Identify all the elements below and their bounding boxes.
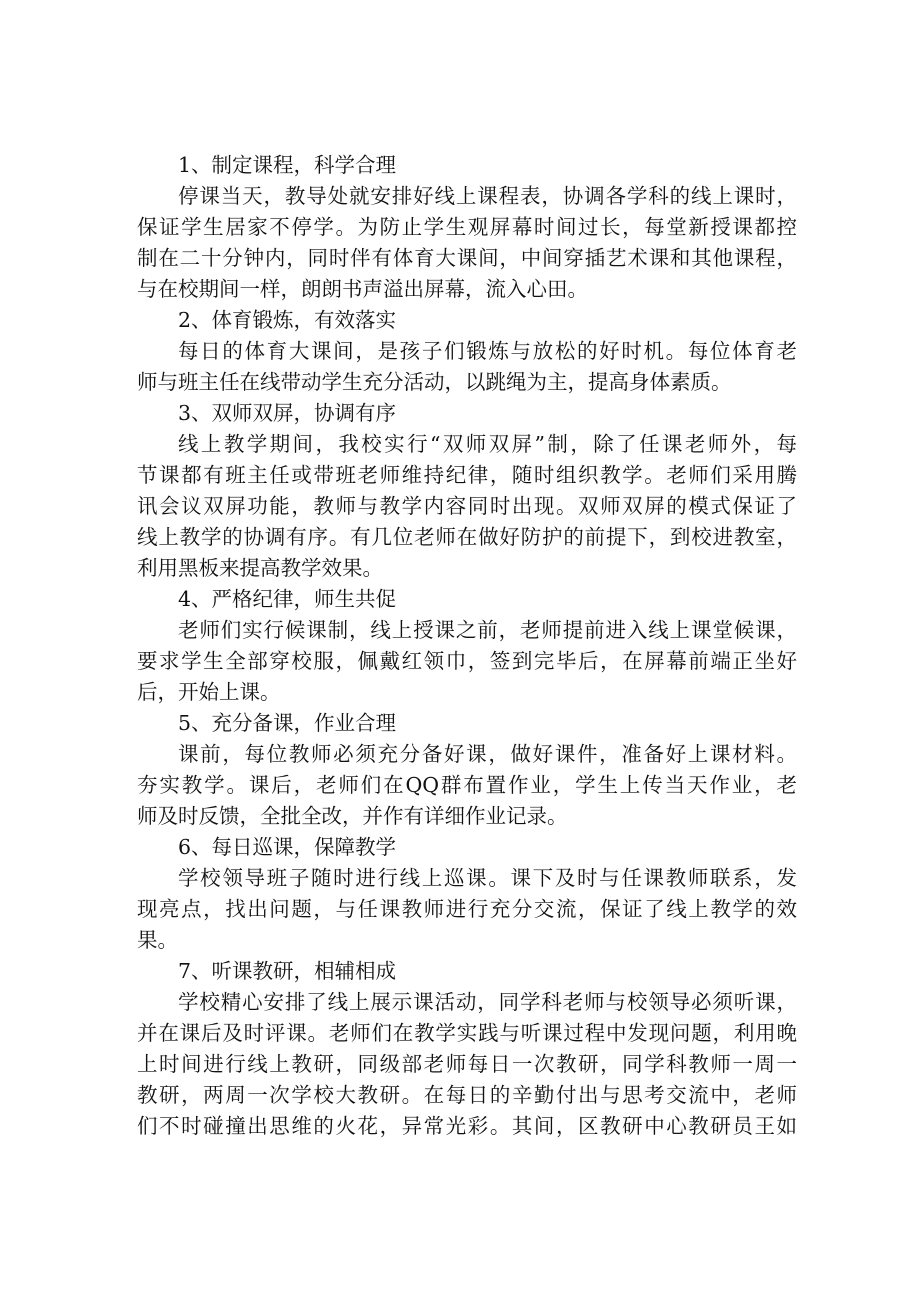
paragraph-line: 师及时反馈，全批全改，并作有详细作业记录。 — [137, 804, 568, 828]
section-paragraph — [137, 336, 797, 398]
paragraph-line: 学校精心安排了线上展示课活动，同学科老师与校领导必须听课， — [178, 990, 797, 1014]
section-heading: 7、听课教研，相辅相成 — [178, 959, 397, 983]
paragraph-line: 果。 — [137, 928, 178, 952]
section-paragraph — [137, 181, 797, 305]
paragraph-line: 每日的体育大课间，是孩子们锻炼与放松的好时机。每位体育老 — [178, 339, 797, 363]
document-page — [137, 150, 797, 1142]
paragraph-line: 老师们实行候课制，线上授课之前，老师提前进入线上课堂候课， — [178, 618, 797, 642]
paragraph-line: 线上教学期间，我校实行“双师双屏”制，除了任课老师外，每 — [178, 432, 797, 456]
section-3 — [137, 398, 797, 584]
paragraph-line: 制在二十分钟内，同时伴有体育大课间，中间穿插艺术课和其他课程， — [137, 246, 797, 270]
section-heading: 5、充分备课，作业合理 — [178, 711, 397, 735]
section-6 — [137, 832, 797, 956]
section-heading: 3、双师双屏，协调有序 — [178, 401, 397, 425]
paragraph-line: 们不时碰撞出思维的火花，异常光彩。其间，区教研中心教研员王如 — [137, 1114, 797, 1138]
section-paragraph — [137, 429, 797, 584]
section-heading: 6、每日巡课，保障教学 — [178, 835, 397, 859]
paragraph-line: 课前，每位教师必须充分备好课，做好课件，准备好上课材料。 — [178, 742, 797, 766]
paragraph-line: 节课都有班主任或带班老师维持纪律，随时组织教学。老师们采用腾 — [137, 463, 797, 487]
paragraph-line: 教研，两周一次学校大教研。在每日的辛勤付出与思考交流中，老师 — [137, 1083, 797, 1107]
paragraph-line: 利用黑板来提高教学效果。 — [137, 556, 383, 580]
section-2 — [137, 305, 797, 398]
paragraph-line: 学校领导班子随时进行线上巡课。课下及时与任课教师联系，发 — [178, 866, 797, 890]
section-7 — [137, 956, 797, 1142]
paragraph-line: 与在校期间一样，朗朗书声溢出屏幕，流入心田。 — [137, 277, 588, 301]
section-4 — [137, 584, 797, 708]
paragraph-line: 夯实教学。课后，老师们在QQ群布置作业，学生上传当天作业，老 — [137, 773, 797, 797]
paragraph-line: 停课当天，教导处就安排好线上课程表，协调各学科的线上课时， — [178, 184, 797, 208]
section-paragraph — [137, 987, 797, 1142]
section-heading: 4、严格纪律，师生共促 — [178, 587, 397, 611]
paragraph-line: 并在课后及时评课。老师们在教学实践与听课过程中发现问题，利用晚 — [137, 1021, 797, 1045]
paragraph-line: 线上教学的协调有序。有几位老师在做好防护的前提下，到校进教室， — [137, 525, 797, 549]
paragraph-line: 保证学生居家不停学。为防止学生观屏幕时间过长，每堂新授课都控 — [137, 215, 797, 239]
paragraph-line: 后，开始上课。 — [137, 680, 281, 704]
section-heading: 2、体育锻炼，有效落实 — [178, 308, 397, 332]
paragraph-line: 现亮点，找出问题，与任课教师进行充分交流，保证了线上教学的效 — [137, 897, 797, 921]
section-paragraph — [137, 739, 797, 832]
paragraph-line: 师与班主任在线带动学生充分活动，以跳绳为主，提高身体素质。 — [137, 370, 732, 394]
section-heading: 1、制定课程，科学合理 — [178, 153, 397, 177]
paragraph-line: 讯会议双屏功能，教师与教学内容同时出现。双师双屏的模式保证了 — [137, 494, 797, 518]
paragraph-line: 要求学生全部穿校服，佩戴红领巾，签到完毕后，在屏幕前端正坐好 — [137, 649, 797, 673]
section-5 — [137, 708, 797, 832]
paragraph-line: 上时间进行线上教研，同级部老师每日一次教研，同学科教师一周一 — [137, 1052, 797, 1076]
section-1 — [137, 150, 797, 305]
section-paragraph — [137, 863, 797, 956]
section-paragraph — [137, 615, 797, 708]
